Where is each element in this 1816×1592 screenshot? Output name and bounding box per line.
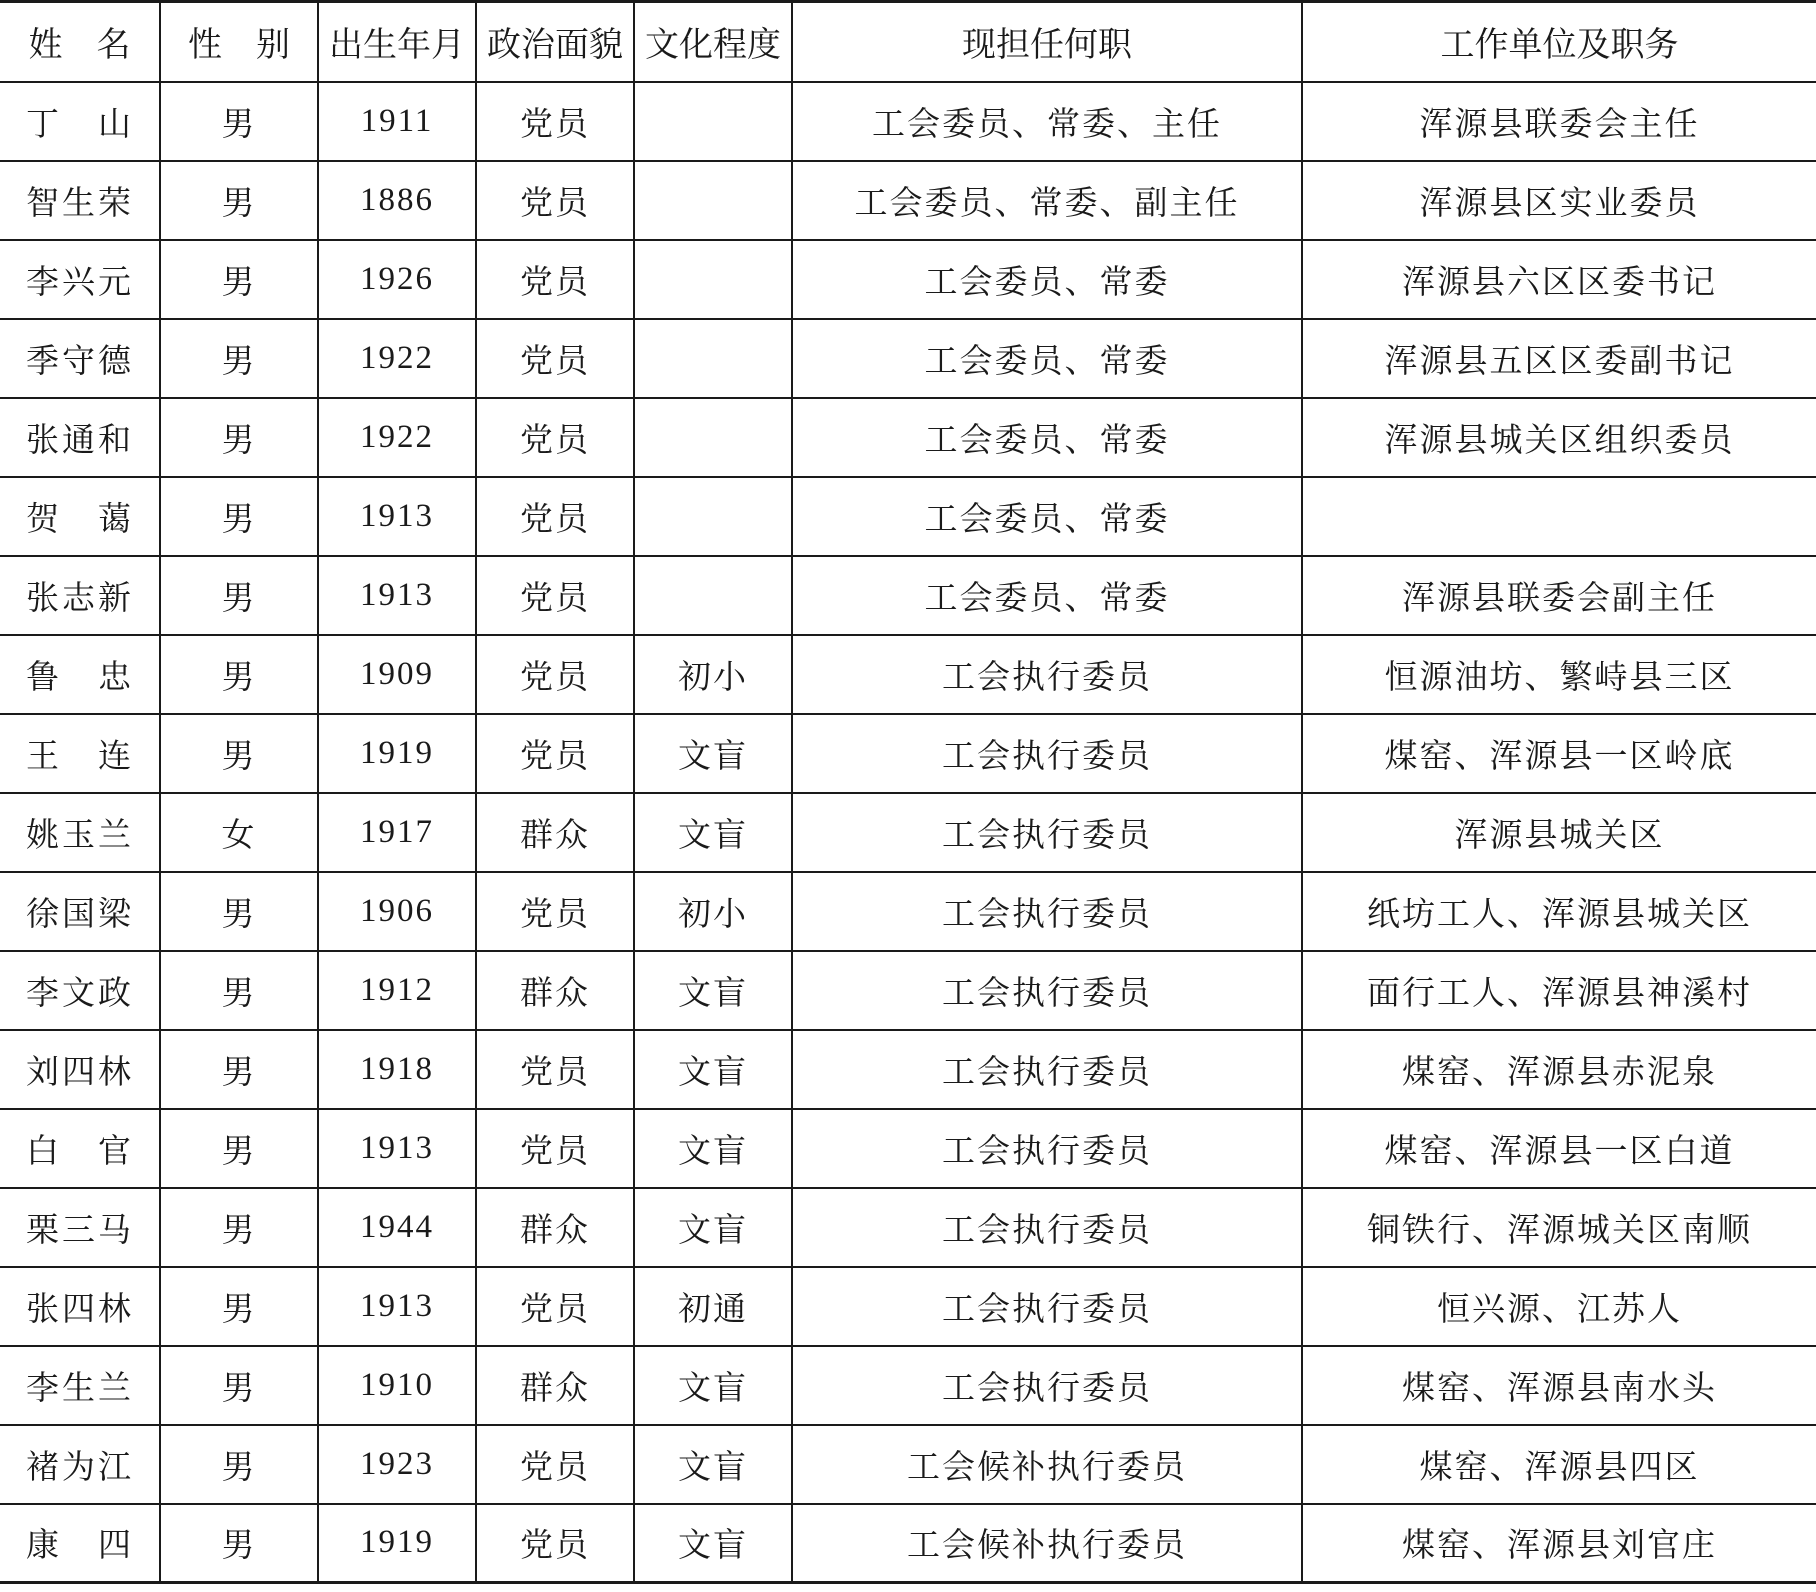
cell-political-status: 群众 [476,1188,634,1267]
cell-political-status: 党员 [476,1030,634,1109]
cell-work-unit: 煤窑、浑源县一区岭底 [1302,714,1816,793]
cell-birth-year: 1922 [318,398,476,477]
cell-education: 初小 [634,635,792,714]
cell-current-position: 工会执行委员 [792,635,1302,714]
cell-political-status: 党员 [476,1267,634,1346]
cell-current-position: 工会委员、常委 [792,319,1302,398]
cell-name: 王 连 [0,714,160,793]
cell-political-status: 党员 [476,872,634,951]
cell-birth-year: 1906 [318,872,476,951]
table-row [0,793,1816,872]
table-row [0,635,1816,714]
cell-gender: 男 [160,240,318,319]
cell-political-status: 党员 [476,635,634,714]
cell-current-position: 工会候补执行委员 [792,1425,1302,1504]
cell-political-status: 群众 [476,951,634,1030]
cell-education: 文盲 [634,951,792,1030]
table-row [0,556,1816,635]
table-row [0,1030,1816,1109]
cell-current-position: 工会执行委员 [792,872,1302,951]
cell-gender: 男 [160,82,318,161]
table-row [0,1346,1816,1425]
cell-education [634,240,792,319]
cell-work-unit: 铜铁行、浑源城关区南顺 [1302,1188,1816,1267]
cell-name: 鲁 忠 [0,635,160,714]
table-body [0,82,1816,1583]
table-row [0,398,1816,477]
cell-gender: 男 [160,556,318,635]
table-header [0,2,1816,82]
cell-gender: 男 [160,872,318,951]
cell-birth-year: 1912 [318,951,476,1030]
cell-gender: 男 [160,1425,318,1504]
cell-work-unit: 浑源县五区区委副书记 [1302,319,1816,398]
cell-education: 文盲 [634,1188,792,1267]
cell-current-position: 工会执行委员 [792,1030,1302,1109]
table-row [0,1425,1816,1504]
cell-current-position: 工会执行委员 [792,1109,1302,1188]
cell-gender: 男 [160,1267,318,1346]
cell-work-unit: 煤窑、浑源县一区白道 [1302,1109,1816,1188]
cell-name: 姚玉兰 [0,793,160,872]
table-row [0,1504,1816,1583]
cell-education: 文盲 [634,793,792,872]
cell-gender: 男 [160,1346,318,1425]
cell-gender: 女 [160,793,318,872]
cell-birth-year: 1917 [318,793,476,872]
cell-birth-year: 1919 [318,1504,476,1583]
cell-gender: 男 [160,161,318,240]
cell-current-position: 工会执行委员 [792,1188,1302,1267]
table-row [0,1109,1816,1188]
cell-political-status: 党员 [476,556,634,635]
cell-name: 徐国梁 [0,872,160,951]
cell-work-unit: 浑源县联委会副主任 [1302,556,1816,635]
cell-name: 李文政 [0,951,160,1030]
cell-name: 李生兰 [0,1346,160,1425]
cell-education [634,319,792,398]
cell-education: 文盲 [634,1425,792,1504]
cell-name: 白 官 [0,1109,160,1188]
table-row [0,161,1816,240]
cell-name: 褚为江 [0,1425,160,1504]
header-education: 文化程度 [634,2,792,82]
cell-birth-year: 1910 [318,1346,476,1425]
cell-political-status: 党员 [476,319,634,398]
cell-political-status: 党员 [476,161,634,240]
cell-name: 丁 山 [0,82,160,161]
cell-current-position: 工会执行委员 [792,714,1302,793]
cell-current-position: 工会执行委员 [792,1346,1302,1425]
cell-work-unit: 浑源县六区区委书记 [1302,240,1816,319]
cell-political-status: 党员 [476,1109,634,1188]
cell-education: 初小 [634,872,792,951]
cell-name: 贺 蔼 [0,477,160,556]
table-row [0,82,1816,161]
cell-education: 文盲 [634,1109,792,1188]
cell-political-status: 群众 [476,793,634,872]
cell-name: 刘四林 [0,1030,160,1109]
cell-birth-year: 1923 [318,1425,476,1504]
cell-political-status: 党员 [476,1425,634,1504]
cell-current-position: 工会委员、常委、主任 [792,82,1302,161]
cell-work-unit: 浑源县联委会主任 [1302,82,1816,161]
cell-political-status: 党员 [476,1504,634,1583]
cell-political-status: 党员 [476,398,634,477]
cell-work-unit: 煤窑、浑源县南水头 [1302,1346,1816,1425]
cell-birth-year: 1919 [318,714,476,793]
cell-education: 文盲 [634,1346,792,1425]
cell-work-unit: 煤窑、浑源县四区 [1302,1425,1816,1504]
table-row [0,477,1816,556]
cell-birth-year: 1922 [318,319,476,398]
cell-gender: 男 [160,635,318,714]
cell-current-position: 工会执行委员 [792,1267,1302,1346]
cell-political-status: 党员 [476,714,634,793]
table-row [0,951,1816,1030]
table-row [0,319,1816,398]
cell-birth-year: 1886 [318,161,476,240]
header-current-position: 现担任何职 [792,2,1302,82]
cell-current-position: 工会委员、常委 [792,240,1302,319]
cell-education [634,477,792,556]
cell-current-position: 工会委员、常委 [792,556,1302,635]
cell-current-position: 工会候补执行委员 [792,1504,1302,1583]
cell-education [634,398,792,477]
cell-education: 文盲 [634,1030,792,1109]
cell-work-unit [1302,477,1816,556]
cell-name: 智生荣 [0,161,160,240]
cell-education: 文盲 [634,714,792,793]
cell-name: 张通和 [0,398,160,477]
cell-gender: 男 [160,1030,318,1109]
cell-education [634,556,792,635]
cell-education: 文盲 [634,1504,792,1583]
cell-current-position: 工会委员、常委 [792,477,1302,556]
cell-name: 栗三马 [0,1188,160,1267]
cell-birth-year: 1911 [318,82,476,161]
cell-current-position: 工会执行委员 [792,793,1302,872]
cell-education [634,82,792,161]
cell-gender: 男 [160,477,318,556]
header-name: 姓 名 [0,2,160,82]
cell-birth-year: 1944 [318,1188,476,1267]
cell-work-unit: 浑源县区实业委员 [1302,161,1816,240]
table-row [0,714,1816,793]
header-work-unit: 工作单位及职务 [1302,2,1816,82]
cell-gender: 男 [160,714,318,793]
cell-education: 初通 [634,1267,792,1346]
cell-work-unit: 浑源县城关区 [1302,793,1816,872]
cell-political-status: 党员 [476,240,634,319]
cell-name: 李兴元 [0,240,160,319]
cell-birth-year: 1913 [318,1109,476,1188]
cell-gender: 男 [160,1188,318,1267]
table-row [0,240,1816,319]
header-row [0,2,1816,82]
cell-birth-year: 1913 [318,556,476,635]
cell-gender: 男 [160,1109,318,1188]
cell-name: 季守德 [0,319,160,398]
cell-birth-year: 1909 [318,635,476,714]
cell-current-position: 工会委员、常委、副主任 [792,161,1302,240]
cell-work-unit: 面行工人、浑源县神溪村 [1302,951,1816,1030]
cell-work-unit: 煤窑、浑源县赤泥泉 [1302,1030,1816,1109]
cell-birth-year: 1913 [318,1267,476,1346]
cell-current-position: 工会执行委员 [792,951,1302,1030]
cell-education [634,161,792,240]
header-birth: 出生年月 [318,2,476,82]
cell-birth-year: 1918 [318,1030,476,1109]
cell-work-unit: 恒源油坊、繁峙县三区 [1302,635,1816,714]
header-political-status: 政治面貌 [476,2,634,82]
cell-work-unit: 煤窑、浑源县刘官庄 [1302,1504,1816,1583]
cell-name: 张四林 [0,1267,160,1346]
table-row [0,872,1816,951]
cell-birth-year: 1926 [318,240,476,319]
cell-gender: 男 [160,319,318,398]
table-row [0,1188,1816,1267]
cell-political-status: 党员 [476,477,634,556]
table-row [0,1267,1816,1346]
cell-political-status: 党员 [476,82,634,161]
cell-gender: 男 [160,951,318,1030]
cell-work-unit: 恒兴源、江苏人 [1302,1267,1816,1346]
cell-work-unit: 浑源县城关区组织委员 [1302,398,1816,477]
cell-work-unit: 纸坊工人、浑源县城关区 [1302,872,1816,951]
cell-gender: 男 [160,398,318,477]
cell-gender: 男 [160,1504,318,1583]
cell-name: 康 四 [0,1504,160,1583]
header-gender: 性 别 [160,2,318,82]
cell-political-status: 群众 [476,1346,634,1425]
cell-name: 张志新 [0,556,160,635]
cell-current-position: 工会委员、常委 [792,398,1302,477]
cell-birth-year: 1913 [318,477,476,556]
